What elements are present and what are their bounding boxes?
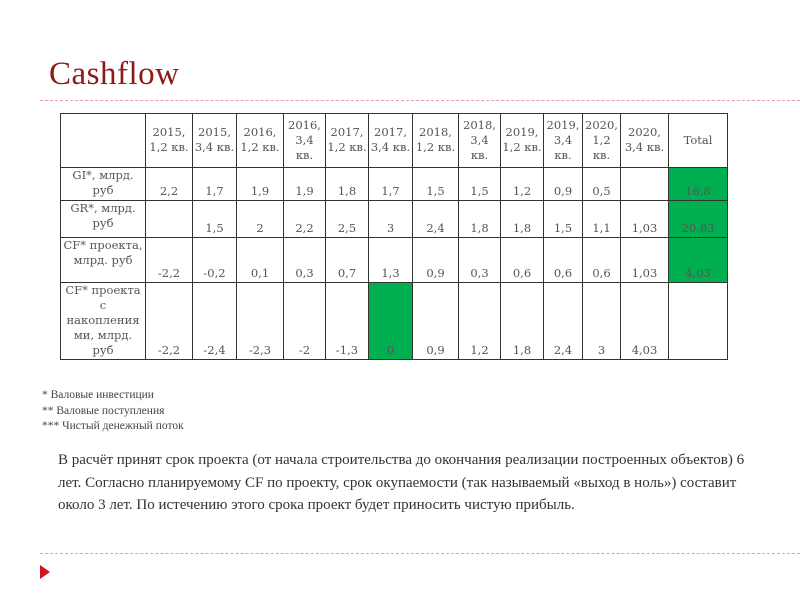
value-cell: 0 (369, 283, 413, 360)
column-header: 2015, 3,4 кв. (193, 114, 237, 168)
value-cell: -2,2 (146, 238, 193, 283)
value-cell: -2,2 (146, 283, 193, 360)
row-label: CF* проекта с накопления ми, млрд. руб (61, 283, 146, 360)
slide-title: Cashflow (49, 56, 180, 92)
row-label: GR*, млрд. руб (61, 201, 146, 238)
value-cell: 0,3 (284, 238, 326, 283)
value-cell: 0,9 (544, 168, 583, 201)
summary-paragraph: В расчёт принят срок проекта (от начала строительства до окончания реализации построенных объектов) 6 лет. Согласно планируемому CF по проекту, срок окупаемости (так называемый «выход в ноль») составит около 3 лет. По истечению этого срока проект будет приносить чистую прибыль. (58, 452, 745, 513)
value-cell: 1,9 (284, 168, 326, 201)
value-cell (146, 201, 193, 238)
header-corner (61, 114, 146, 168)
total-cell: 20,83 (669, 201, 728, 238)
column-header: 2020, 3,4 кв. (621, 114, 669, 168)
table-row (61, 238, 728, 283)
value-cell: 1,7 (193, 168, 237, 201)
column-header: 2016, 3,4 кв. (284, 114, 326, 168)
column-header: 2017, 1,2 кв. (326, 114, 369, 168)
value-cell: 2,2 (146, 168, 193, 201)
value-cell: 1,5 (459, 168, 501, 201)
value-cell: 1,03 (621, 201, 669, 238)
value-cell: 1,3 (369, 238, 413, 283)
value-cell: 1,8 (326, 168, 369, 201)
total-cell: 4,03 (669, 238, 728, 283)
value-cell: 1,5 (193, 201, 237, 238)
value-cell: 1,2 (501, 168, 544, 201)
row-label: CF* проекта, млрд. руб (61, 238, 146, 283)
column-header: 2020, 1,2 кв. (583, 114, 621, 168)
footnote: ** Валовые поступления (42, 404, 165, 417)
column-header: 2019, 3,4 кв. (544, 114, 583, 168)
column-header: 2015, 1,2 кв. (146, 114, 193, 168)
value-cell: 1,5 (413, 168, 459, 201)
footnote: * Валовые инвестиции (42, 389, 154, 401)
table-row (61, 283, 728, 360)
column-header: 2018, 1,2 кв. (413, 114, 459, 168)
value-cell: 1,03 (621, 238, 669, 283)
value-cell: 4,03 (621, 283, 669, 360)
table-row (61, 201, 728, 238)
header-row (61, 114, 728, 168)
column-header: 2018, 3,4 кв. (459, 114, 501, 168)
value-cell: 0,3 (459, 238, 501, 283)
value-cell: 0,6 (544, 238, 583, 283)
value-cell: 1,8 (501, 201, 544, 238)
total-cell (669, 283, 728, 360)
footer-divider (40, 553, 800, 554)
value-cell: 0,9 (413, 238, 459, 283)
value-cell: -2 (284, 283, 326, 360)
row-label: GI*, млрд. руб (61, 168, 146, 201)
value-cell: 0,7 (326, 238, 369, 283)
value-cell: 2,2 (284, 201, 326, 238)
value-cell: 0,5 (583, 168, 621, 201)
footnotes (42, 388, 184, 435)
value-cell: 0,6 (501, 238, 544, 283)
title-divider (40, 100, 800, 101)
value-cell: 1,9 (237, 168, 284, 201)
column-header: 2019, 1,2 кв. (501, 114, 544, 168)
value-cell: 1,5 (544, 201, 583, 238)
column-header: 2017, 3,4 кв. (369, 114, 413, 168)
value-cell: -0,2 (193, 238, 237, 283)
value-cell: 3 (583, 283, 621, 360)
value-cell: 1,8 (459, 201, 501, 238)
total-cell: 16,8 (669, 168, 728, 201)
value-cell: 1,2 (459, 283, 501, 360)
value-cell: 2,5 (326, 201, 369, 238)
column-header: 2016, 1,2 кв. (237, 114, 284, 168)
value-cell: 0,9 (413, 283, 459, 360)
column-header: Total (669, 114, 728, 168)
value-cell (621, 168, 669, 201)
value-cell: 1,1 (583, 201, 621, 238)
bullet-triangle-icon (40, 565, 50, 579)
footnote: *** Чистый денежный поток (42, 420, 184, 432)
value-cell: 1,8 (501, 283, 544, 360)
value-cell: -2,4 (193, 283, 237, 360)
value-cell: -2,3 (237, 283, 284, 360)
value-cell: 2 (237, 201, 284, 238)
value-cell: -1,3 (326, 283, 369, 360)
cashflow-table (60, 113, 728, 360)
value-cell: 0,1 (237, 238, 284, 283)
value-cell: 3 (369, 201, 413, 238)
table-row (61, 168, 728, 201)
value-cell: 2,4 (413, 201, 459, 238)
value-cell: 1,7 (369, 168, 413, 201)
value-cell: 2,4 (544, 283, 583, 360)
value-cell: 0,6 (583, 238, 621, 283)
